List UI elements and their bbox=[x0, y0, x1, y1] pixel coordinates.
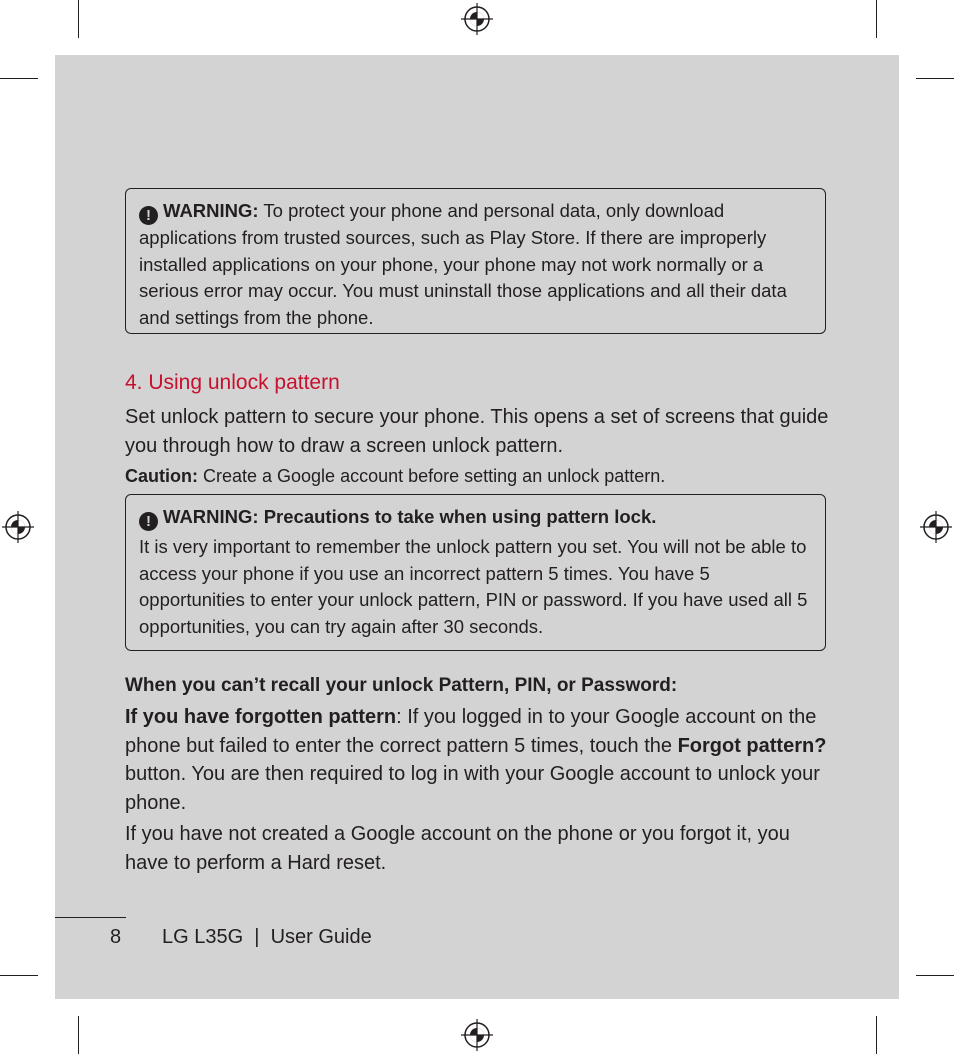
forgot-label: If you have forgotten pattern bbox=[125, 706, 397, 728]
exclamation-circle-icon: ! bbox=[139, 512, 158, 531]
warning-box-pattern-lock bbox=[125, 494, 826, 651]
warning-title bbox=[139, 504, 813, 531]
page-number: 8 bbox=[110, 926, 122, 948]
warning-label: WARNING: bbox=[163, 200, 259, 221]
warning-body: To protect your phone and personal data, only download applications from trusted sources, such as Play Store. If there are improperly installed applications on your phone, your phone may not work normally or a serious error may occur. You must uninstall those applications and all their data and settings from the phone. bbox=[139, 200, 787, 328]
crop-mark bbox=[0, 78, 38, 79]
warning-box bbox=[125, 188, 826, 334]
recall-heading: When you can’t recall your unlock Pattern, PIN, or Password: bbox=[125, 675, 678, 696]
registration-mark-icon bbox=[920, 511, 952, 543]
crop-mark bbox=[78, 0, 79, 38]
footer-title: LG L35G | User Guide bbox=[162, 926, 372, 948]
crop-mark bbox=[0, 975, 38, 976]
forgot-pattern-button-name: Forgot pattern? bbox=[677, 734, 827, 757]
crop-mark bbox=[876, 0, 877, 38]
registration-mark-icon bbox=[461, 3, 493, 35]
crop-mark bbox=[916, 78, 954, 79]
caution-label: Caution: bbox=[125, 466, 198, 486]
section-heading: 4. Using unlock pattern bbox=[125, 371, 340, 394]
forgot-text-continued: button. You are then required to log in with your Google account to unlock your phone. bbox=[125, 763, 820, 814]
exclamation-circle-icon: ! bbox=[139, 206, 158, 225]
warning-text bbox=[139, 198, 813, 331]
crop-mark bbox=[78, 1016, 79, 1054]
no-account-paragraph: If you have not created a Google account on the phone or you forgot it, you have to perform a Hard reset. bbox=[125, 823, 790, 874]
forgot-pattern-paragraph bbox=[125, 703, 830, 817]
caution-note bbox=[125, 464, 830, 488]
crop-mark bbox=[876, 1016, 877, 1054]
registration-mark-icon bbox=[461, 1019, 493, 1051]
registration-mark-icon bbox=[2, 511, 34, 543]
footer-rule bbox=[55, 917, 126, 918]
forgot-text: : If you logged in to your Google account on the phone but failed to enter the correct pattern 5 times, touch the bbox=[125, 706, 817, 757]
section-intro: Set unlock pattern to secure your phone. This opens a set of screens that guide you through how to draw a screen unlock pattern. bbox=[125, 406, 829, 457]
crop-mark bbox=[916, 975, 954, 976]
caution-text: Create a Google account before setting an unlock pattern. bbox=[197, 466, 666, 486]
warning-body: It is very important to remember the unlock pattern you set. You will not be able to access your phone if you use an incorrect pattern 5 times. You have 5 opportunities to enter your unlock pattern, PIN or password. If you have used all 5 opportunities, you can try again after 30 seconds. bbox=[139, 536, 808, 637]
warning-label: WARNING: Precautions to take when using pattern lock. bbox=[163, 506, 657, 527]
